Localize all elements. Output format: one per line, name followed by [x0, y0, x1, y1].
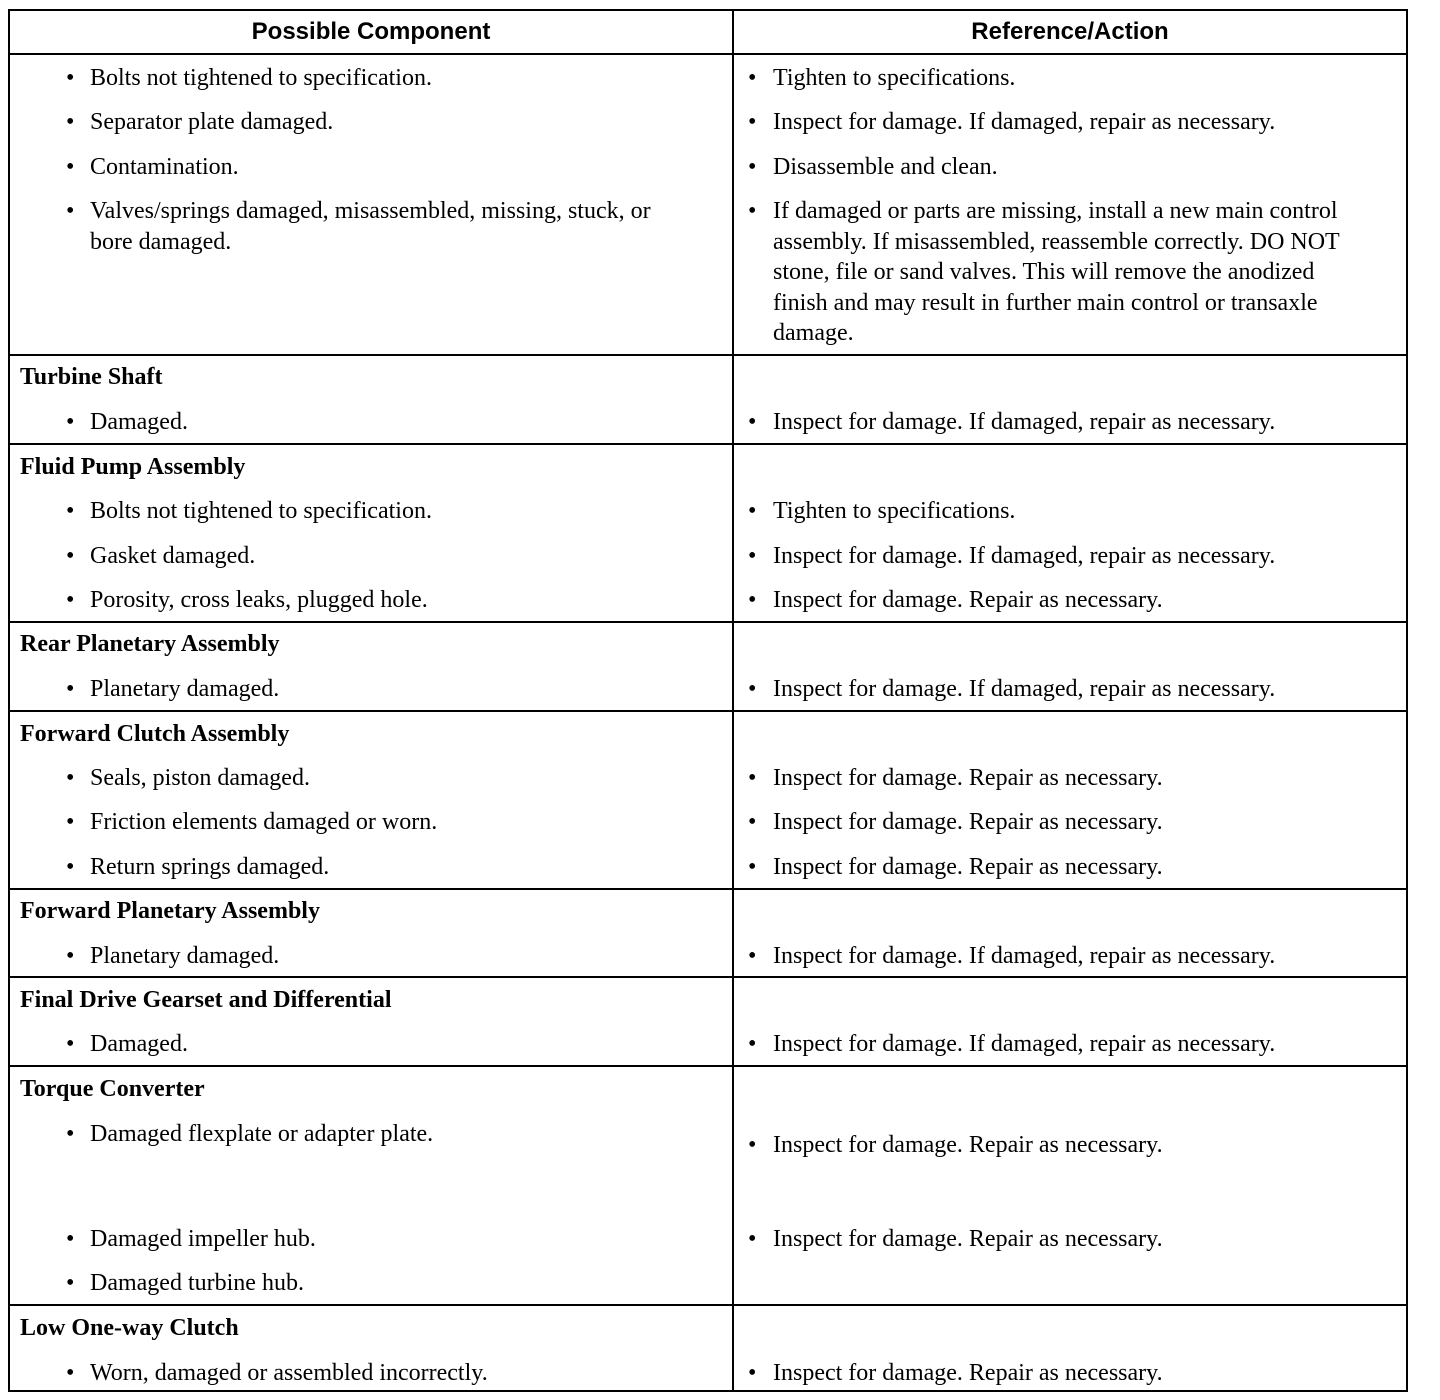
group-title: Forward Planetary Assembly — [20, 898, 320, 924]
component-item: Bolts not tightened to specification. — [90, 65, 432, 91]
group-title: Turbine Shaft — [20, 364, 163, 390]
action-item: Inspect for damage. If damaged, repair as necessary. — [773, 409, 1276, 435]
action-item: If damaged or parts are missing, install a new main control assembly. If misassembled, reassemble correctly. DO NOT stone, file or sand valves. This will remove the anodized finish and may result in further main control or transaxle damage. — [773, 198, 1340, 346]
bullet: • — [748, 943, 757, 969]
group-title: Fluid Pump Assembly — [20, 454, 246, 480]
bullet: • — [66, 1360, 75, 1386]
component-item: Contamination. — [90, 154, 239, 180]
bullet: • — [66, 1121, 75, 1147]
component-item: Damaged impeller hub. — [90, 1226, 316, 1252]
bullet: • — [748, 854, 757, 880]
action-item: Inspect for damage. If damaged, repair as necessary. — [773, 543, 1276, 569]
component-item: Valves/springs damaged, misassembled, missing, stuck, or bore damaged. — [90, 198, 651, 255]
component-item: Planetary damaged. — [90, 943, 280, 969]
component-item: Separator plate damaged. — [90, 109, 334, 135]
bullet: • — [748, 1226, 757, 1252]
row-divider — [10, 888, 1406, 890]
action-item: Inspect for damage. If damaged, repair as necessary. — [773, 676, 1276, 702]
action-item: Inspect for damage. Repair as necessary. — [773, 1226, 1163, 1252]
group-title: Torque Converter — [20, 1076, 205, 1102]
header-possible-component: Possible Component — [251, 18, 491, 45]
bullet: • — [748, 198, 757, 224]
bullet: • — [748, 109, 757, 135]
action-item: Inspect for damage. If damaged, repair as necessary. — [773, 109, 1276, 135]
row-divider — [10, 976, 1406, 978]
bullet: • — [748, 543, 757, 569]
action-item: Inspect for damage. Repair as necessary. — [773, 1132, 1163, 1158]
row-divider — [10, 621, 1406, 623]
bullet: • — [748, 498, 757, 524]
action-item: Inspect for damage. Repair as necessary. — [773, 587, 1163, 613]
component-item: Planetary damaged. — [90, 676, 280, 702]
bullet: • — [66, 498, 75, 524]
row-divider — [10, 354, 1406, 356]
bullet: • — [66, 65, 75, 91]
column-divider — [732, 11, 734, 1390]
bullet: • — [66, 154, 75, 180]
bullet: • — [748, 409, 757, 435]
row-divider — [10, 1304, 1406, 1306]
bullet: • — [748, 65, 757, 91]
action-item: Inspect for damage. If damaged, repair as necessary. — [773, 1031, 1276, 1057]
diagnosis-table — [8, 9, 1408, 1392]
component-item: Worn, damaged or assembled incorrectly. — [90, 1360, 488, 1386]
bullet: • — [748, 587, 757, 613]
bullet: • — [748, 1360, 757, 1386]
bullet: • — [66, 676, 75, 702]
bullet: • — [748, 809, 757, 835]
action-item: Inspect for damage. Repair as necessary. — [773, 854, 1163, 880]
component-item: Friction elements damaged or worn. — [90, 809, 438, 835]
action-item: Inspect for damage. Repair as necessary. — [773, 809, 1163, 835]
bullet: • — [66, 765, 75, 791]
action-item: Inspect for damage. If damaged, repair as necessary. — [773, 943, 1276, 969]
bullet: • — [748, 765, 757, 791]
bullet: • — [748, 1132, 757, 1158]
component-item: Damaged. — [90, 1031, 188, 1057]
action-item: Inspect for damage. Repair as necessary. — [773, 1360, 1163, 1386]
bullet: • — [66, 198, 75, 224]
bullet: • — [66, 1270, 75, 1296]
header-reference-action: Reference/Action — [971, 18, 1169, 45]
component-item: Bolts not tightened to specification. — [90, 498, 432, 524]
component-item: Damaged turbine hub. — [90, 1270, 304, 1296]
component-item: Seals, piston damaged. — [90, 765, 310, 791]
action-item: Disassemble and clean. — [773, 154, 998, 180]
bullet: • — [66, 943, 75, 969]
bullet: • — [66, 109, 75, 135]
component-item: Damaged. — [90, 409, 188, 435]
bullet: • — [66, 543, 75, 569]
group-title: Final Drive Gearset and Differential — [20, 987, 392, 1013]
row-divider — [10, 443, 1406, 445]
component-item: Gasket damaged. — [90, 543, 256, 569]
component-item: Return springs damaged. — [90, 854, 330, 880]
action-item: Tighten to specifications. — [773, 498, 1016, 524]
bullet: • — [66, 1031, 75, 1057]
row-divider — [10, 710, 1406, 712]
bullet: • — [66, 854, 75, 880]
group-title: Rear Planetary Assembly — [20, 631, 280, 657]
bullet: • — [66, 809, 75, 835]
group-title: Forward Clutch Assembly — [20, 721, 290, 747]
row-divider — [10, 1065, 1406, 1067]
action-item: Inspect for damage. Repair as necessary. — [773, 765, 1163, 791]
component-item: Damaged flexplate or adapter plate. — [90, 1121, 434, 1147]
header-divider — [10, 53, 1406, 55]
bullet: • — [748, 676, 757, 702]
bullet: • — [66, 409, 75, 435]
bullet: • — [748, 154, 757, 180]
group-title: Low One-way Clutch — [20, 1315, 239, 1341]
bullet: • — [66, 1226, 75, 1252]
action-item: Tighten to specifications. — [773, 65, 1016, 91]
bullet: • — [66, 587, 75, 613]
component-item: Porosity, cross leaks, plugged hole. — [90, 587, 428, 613]
bullet: • — [748, 1031, 757, 1057]
